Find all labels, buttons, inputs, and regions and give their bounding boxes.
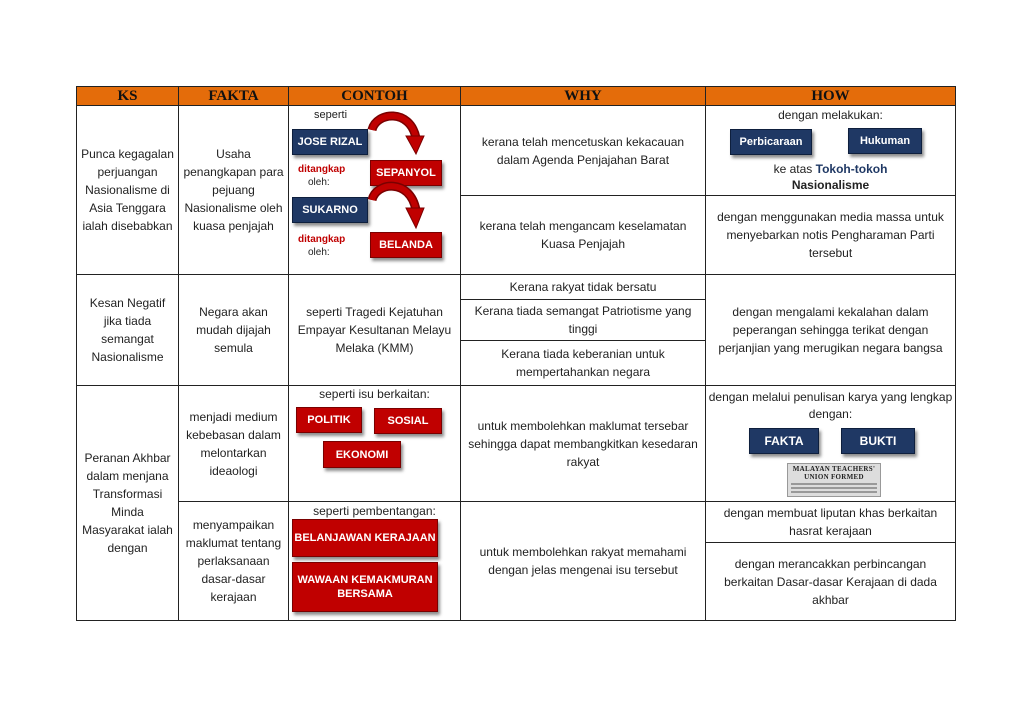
curved-arrow-icon [366, 108, 426, 160]
hukuman-box: Hukuman [848, 128, 922, 154]
newspaper-line [791, 487, 877, 489]
row2-why1: Kerana rakyat tidak bersatu [460, 274, 706, 300]
newspaper-line [791, 491, 877, 493]
header-contoh: CONTOH [288, 86, 461, 106]
row3-how3: dengan merancakkan perbincangan berkaitan Dasar-dasar Kerajaan di dada akhbar [705, 542, 956, 621]
bukti-box: BUKTI [841, 428, 915, 454]
sukarno-box: SUKARNO [292, 197, 368, 223]
fakta-box: FAKTA [749, 428, 819, 454]
row3-why1: untuk membolehkan maklumat tersebar sehingga dapat membangkitkan kesedaran rakyat [460, 385, 706, 502]
how1-nasionalisme: Nasionalisme [791, 178, 870, 192]
row3-fakta1: menjadi medium kebebasan dalam melontarkan ideaologi [178, 385, 289, 502]
newspaper-line [791, 483, 877, 485]
ditangkap-label-1: ditangkap [298, 164, 346, 175]
ke-atas-text: ke atas [773, 162, 813, 176]
tokoh-text: Tokoh-tokoh [815, 162, 888, 176]
perbicaraan-box: Perbicaraan [730, 129, 812, 155]
row3-ks: Peranan Akhbar dalam menjana Transformasi Minda Masyarakat ialah dengan [76, 385, 179, 621]
belanda-box: BELANDA [370, 232, 442, 258]
oleh-label-1: oleh: [308, 177, 330, 188]
row2-contoh: seperti Tragedi Kejatuhan Empayar Kesultanan Melayu Melaka (KMM) [288, 274, 461, 386]
sepanyol-box: SEPANYOL [370, 160, 442, 186]
summary-table [76, 86, 956, 621]
contoh1-intro: seperti isu berkaitan: [319, 387, 430, 401]
contoh2-intro: seperti pembentangan: [313, 504, 436, 518]
row3-fakta2: menyampaikan maklumat tentang perlaksanaan dasar-dasar kerajaan [178, 501, 289, 621]
ekonomi-box: EKONOMI [323, 441, 401, 468]
row2-why3: Kerana tiada keberanian untuk mempertahankan negara [460, 340, 706, 386]
row2-how: dengan mengalami kekalahan dalam peperangan sehingga terikat dengan perjanjian yang merugikan negara bangsa [705, 274, 956, 386]
row1-ks: Punca kegagalan perjuangan Nasionalisme di Asia Tenggara ialah disebabkan [76, 105, 179, 275]
belanjawan-box: BELANJAWAN KERAJAAN [292, 519, 438, 557]
how3-intro: dengan melalui penulisan karya yang lengkap dengan: [708, 390, 953, 421]
row3-why2: untuk membolehkan rakyat memahami dengan jelas mengenai isu tersebut [460, 501, 706, 621]
header-why: WHY [460, 86, 706, 106]
how1-intro: dengan melakukan: [778, 108, 883, 122]
header-how: HOW [705, 86, 956, 106]
row3-how2: dengan membuat liputan khas berkaitan hasrat kerajaan [705, 501, 956, 543]
newspaper-headline: MALAYAN TEACHERS' UNION FORMED [792, 465, 876, 481]
header-ks: KS [76, 86, 179, 106]
politik-box: POLITIK [296, 407, 362, 433]
how1-ke-atas [705, 163, 956, 176]
oleh-label-2: oleh: [308, 247, 330, 258]
row1-why2: kerana telah mengancam keselamatan Kuasa Penjajah [460, 195, 706, 275]
row2-ks: Kesan Negatif jika tiada semangat Nasionalisme [76, 274, 179, 386]
row1-fakta: Usaha penangkapan para pejuang Nasionalisme oleh kuasa penjajah [178, 105, 289, 275]
sosial-box: SOSIAL [374, 408, 442, 434]
row1-why1: kerana telah mencetuskan kekacauan dalam Agenda Penjajahan Barat [460, 105, 706, 196]
newspaper-clipping [787, 463, 881, 497]
ditangkap-label-2: ditangkap [298, 234, 346, 245]
row1-how2: dengan menggunakan media massa untuk menyebarkan notis Pengharaman Parti tersebut [705, 195, 956, 275]
row2-fakta: Negara akan mudah dijajah semula [178, 274, 289, 386]
wawaan-box: WAWAAN KEMAKMURAN BERSAMA [292, 562, 438, 612]
header-fakta: FAKTA [178, 86, 289, 106]
curved-arrow-icon [366, 178, 426, 234]
jose-rizal-box: JOSE RIZAL [292, 129, 368, 155]
row2-why2: Kerana tiada semangat Patriotisme yang tinggi [460, 299, 706, 341]
contoh-seperti-label: seperti [314, 109, 348, 121]
